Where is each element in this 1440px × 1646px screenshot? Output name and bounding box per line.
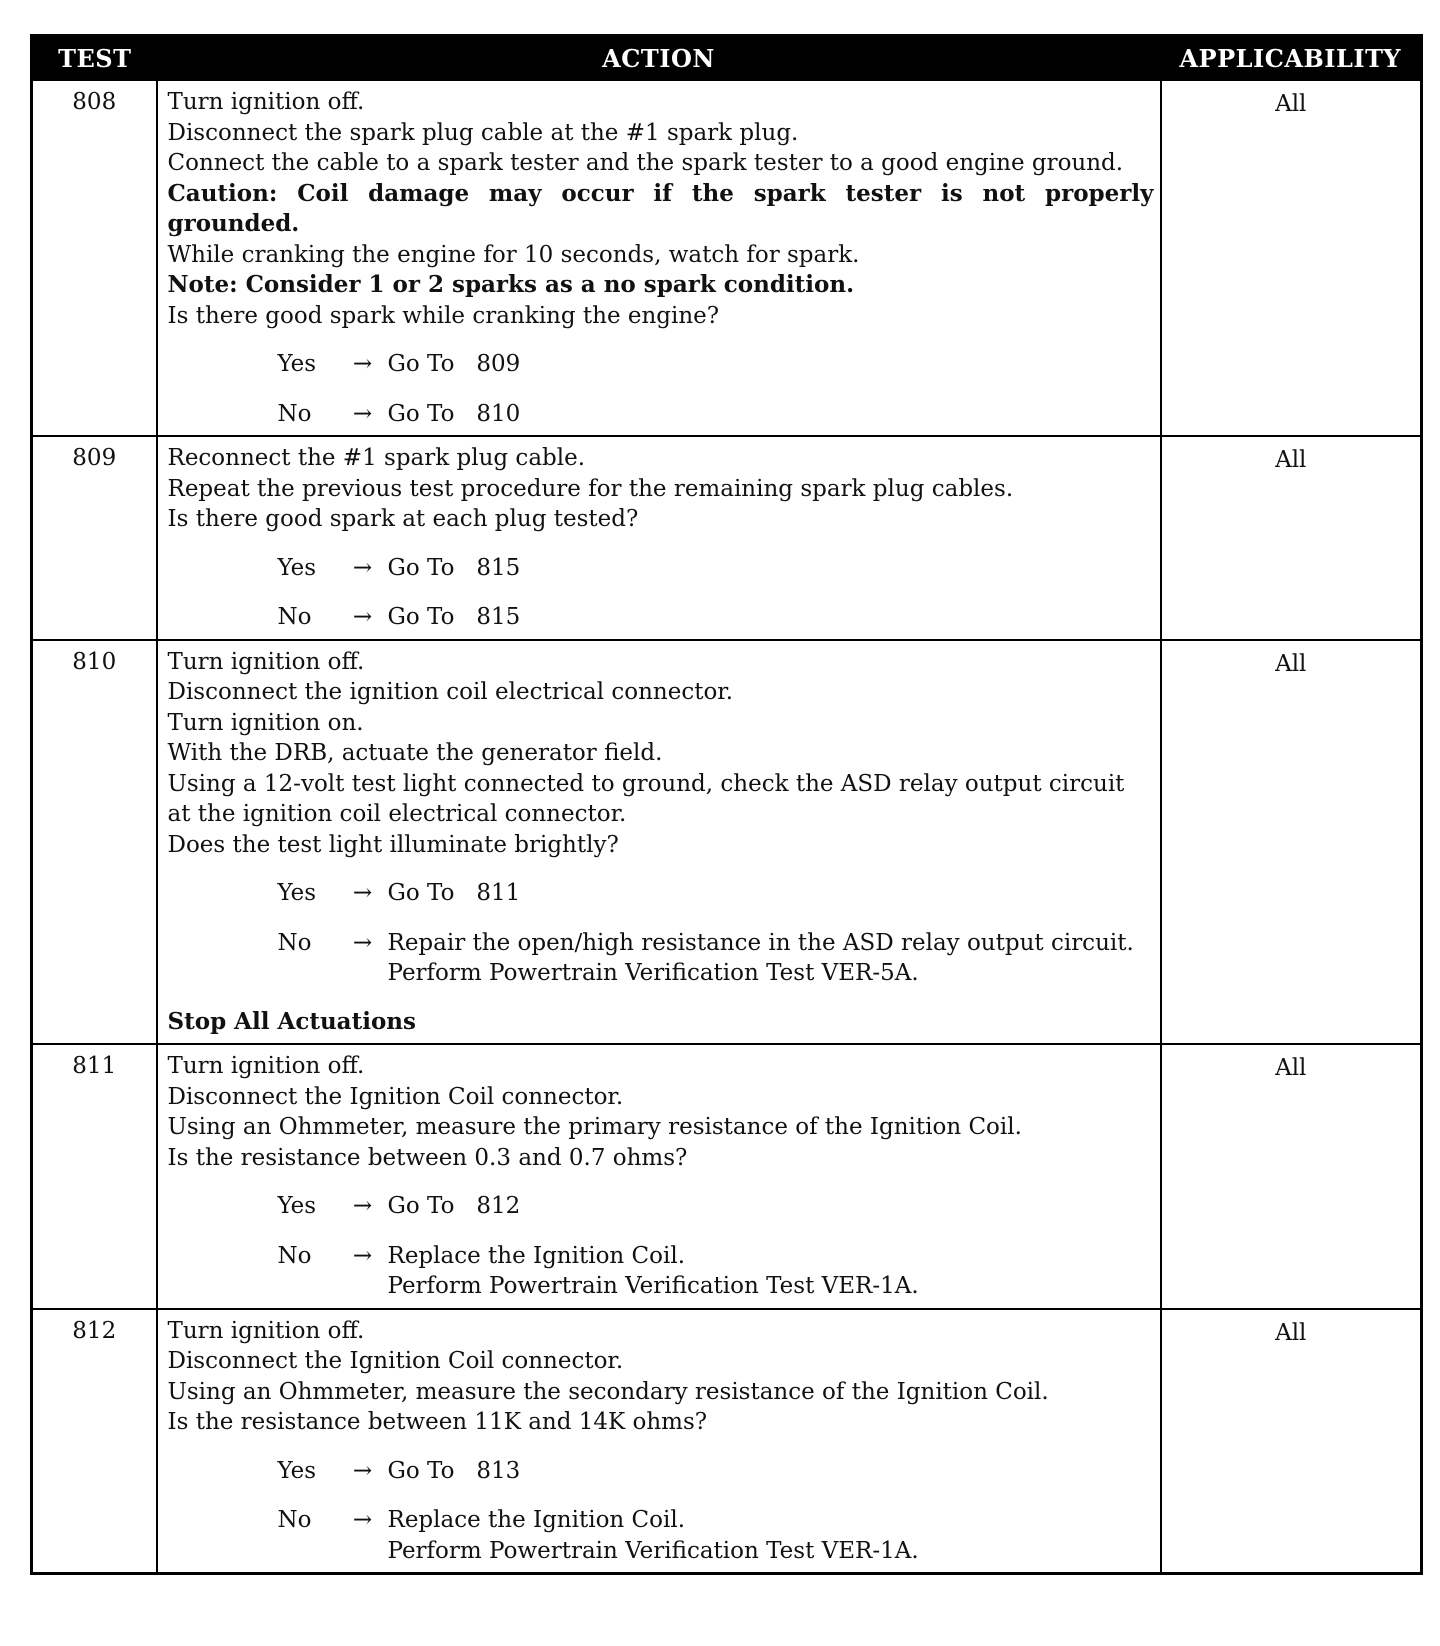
yes-label: Yes bbox=[277, 1457, 317, 1484]
action-cell bbox=[157, 436, 1161, 640]
no-result bbox=[388, 928, 1154, 989]
no-branch bbox=[168, 1241, 1154, 1302]
action-line: Disconnect the Ignition Coil connector. bbox=[167, 1348, 624, 1374]
test-number: 810 bbox=[32, 640, 157, 1045]
right-arrow-icon: → bbox=[352, 554, 373, 581]
table-row bbox=[32, 80, 1422, 436]
verification-instruction: Perform Powertrain Verification Test VER-1A. bbox=[387, 1273, 919, 1299]
right-arrow-icon: → bbox=[352, 400, 373, 427]
action-cell bbox=[157, 1044, 1161, 1309]
stop-actuations-text: Stop All Actuations bbox=[167, 1007, 416, 1035]
caution-text: Caution: Coil damage may occur if the spark tester is not properly grounded. bbox=[167, 179, 1154, 237]
yes-label: Yes bbox=[277, 1193, 317, 1219]
verification-instruction: Perform Powertrain Verification Test VER-1A. bbox=[387, 1537, 919, 1564]
applicability-value: All bbox=[1161, 640, 1422, 1045]
action-line: Using an Ohmmeter, measure the secondary resistance of the Ignition Coil. bbox=[167, 1378, 1049, 1405]
right-arrow-icon: → bbox=[352, 1457, 373, 1484]
table-row bbox=[32, 1044, 1422, 1309]
action-cell bbox=[157, 1309, 1161, 1574]
question-text: Does the test light illuminate brightly? bbox=[167, 831, 619, 858]
action-line: Using an Ohmmeter, measure the primary resistance of the Ignition Coil. bbox=[167, 1114, 1022, 1140]
action-cell bbox=[157, 640, 1161, 1045]
no-result bbox=[388, 1505, 1154, 1566]
no-result bbox=[388, 1241, 1154, 1302]
action-line: Turn ignition off. bbox=[167, 1317, 365, 1344]
action-line: Turn ignition off. bbox=[167, 1053, 365, 1079]
answer-block bbox=[168, 1456, 1154, 1567]
diagnostic-table bbox=[30, 34, 1423, 1575]
repair-instruction: Repair the open/high resistance in the ASD relay output circuit. bbox=[387, 929, 1134, 956]
question-text: Is there good spark while cranking the engine? bbox=[167, 302, 720, 329]
test-number: 811 bbox=[32, 1044, 157, 1309]
header-test: TEST bbox=[32, 36, 157, 81]
no-branch bbox=[168, 602, 1154, 633]
question-text: Is the resistance between 0.3 and 0.7 ohms? bbox=[167, 1144, 688, 1171]
no-branch bbox=[168, 928, 1154, 989]
action-cell bbox=[157, 80, 1161, 436]
no-branch bbox=[168, 1505, 1154, 1566]
test-number: 809 bbox=[32, 436, 157, 640]
action-line: Turn ignition off. bbox=[167, 89, 365, 115]
action-line: Disconnect the ignition coil electrical connector. bbox=[167, 679, 734, 705]
goto-link: Go To 815 bbox=[387, 554, 521, 581]
goto-link: Go To 811 bbox=[387, 880, 521, 906]
no-label: No bbox=[277, 400, 312, 427]
header-action: ACTION bbox=[157, 36, 1161, 81]
table-row bbox=[32, 436, 1422, 640]
diagnostic-page bbox=[30, 34, 1420, 1575]
action-line: Disconnect the spark plug cable at the #1 spark plug. bbox=[167, 119, 799, 146]
table-header-row bbox=[32, 36, 1422, 81]
yes-branch bbox=[168, 1191, 1154, 1222]
action-line: With the DRB, actuate the generator field. bbox=[167, 740, 663, 766]
right-arrow-icon: → bbox=[352, 604, 373, 630]
goto-link: Go To 815 bbox=[387, 604, 521, 630]
right-arrow-icon: → bbox=[352, 880, 373, 906]
yes-label: Yes bbox=[277, 880, 317, 906]
yes-label: Yes bbox=[277, 351, 317, 377]
answer-block bbox=[168, 878, 1154, 989]
repair-instruction: Replace the Ignition Coil. bbox=[387, 1242, 686, 1269]
no-label: No bbox=[277, 929, 312, 956]
table-row bbox=[32, 1309, 1422, 1574]
applicability-value: All bbox=[1161, 1309, 1422, 1574]
action-line: Turn ignition on. bbox=[167, 709, 364, 736]
applicability-value: All bbox=[1161, 80, 1422, 436]
yes-branch bbox=[168, 878, 1154, 909]
right-arrow-icon: → bbox=[352, 929, 373, 956]
goto-link: Go To 809 bbox=[387, 351, 521, 377]
no-label: No bbox=[277, 604, 312, 630]
question-text: Is there good spark at each plug tested? bbox=[167, 506, 639, 532]
right-arrow-icon: → bbox=[352, 1507, 373, 1533]
applicability-value: All bbox=[1161, 1044, 1422, 1309]
action-line: Reconnect the #1 spark plug cable. bbox=[167, 445, 586, 471]
action-line: While cranking the engine for 10 seconds, watch for spark. bbox=[167, 241, 860, 268]
action-line: Using a 12-volt test light connected to ground, check the ASD relay output circuit at the ignition coil electrical connector. bbox=[167, 770, 1125, 827]
action-line: Turn ignition off. bbox=[167, 648, 365, 675]
yes-branch bbox=[168, 1456, 1154, 1487]
right-arrow-icon: → bbox=[352, 351, 373, 377]
action-line: Disconnect the Ignition Coil connector. bbox=[167, 1083, 624, 1110]
no-label: No bbox=[277, 1242, 312, 1269]
verification-instruction: Perform Powertrain Verification Test VER-5A. bbox=[387, 960, 919, 986]
action-line: Repeat the previous test procedure for the remaining spark plug cables. bbox=[167, 475, 1014, 502]
table-row bbox=[32, 640, 1422, 1045]
test-number: 812 bbox=[32, 1309, 157, 1574]
test-number: 808 bbox=[32, 80, 157, 436]
yes-branch bbox=[168, 553, 1154, 584]
action-line: Connect the cable to a spark tester and the spark tester to a good engine ground. bbox=[167, 150, 1124, 176]
question-text: Is the resistance between 11K and 14K ohms? bbox=[167, 1409, 708, 1435]
yes-label: Yes bbox=[277, 554, 317, 581]
answer-block bbox=[168, 1191, 1154, 1302]
goto-link: Go To 812 bbox=[387, 1193, 521, 1219]
answer-block bbox=[168, 553, 1154, 633]
applicability-value: All bbox=[1161, 436, 1422, 640]
right-arrow-icon: → bbox=[352, 1193, 373, 1219]
answer-block bbox=[168, 349, 1154, 429]
yes-branch bbox=[168, 349, 1154, 380]
repair-instruction: Replace the Ignition Coil. bbox=[387, 1507, 686, 1533]
no-label: No bbox=[277, 1507, 312, 1533]
no-branch bbox=[168, 399, 1154, 430]
goto-link: Go To 810 bbox=[387, 400, 521, 427]
header-applicability: APPLICABILITY bbox=[1161, 36, 1422, 81]
right-arrow-icon: → bbox=[352, 1242, 373, 1269]
note-text: Note: Consider 1 or 2 sparks as a no spark condition. bbox=[167, 271, 855, 298]
goto-link: Go To 813 bbox=[387, 1457, 521, 1484]
